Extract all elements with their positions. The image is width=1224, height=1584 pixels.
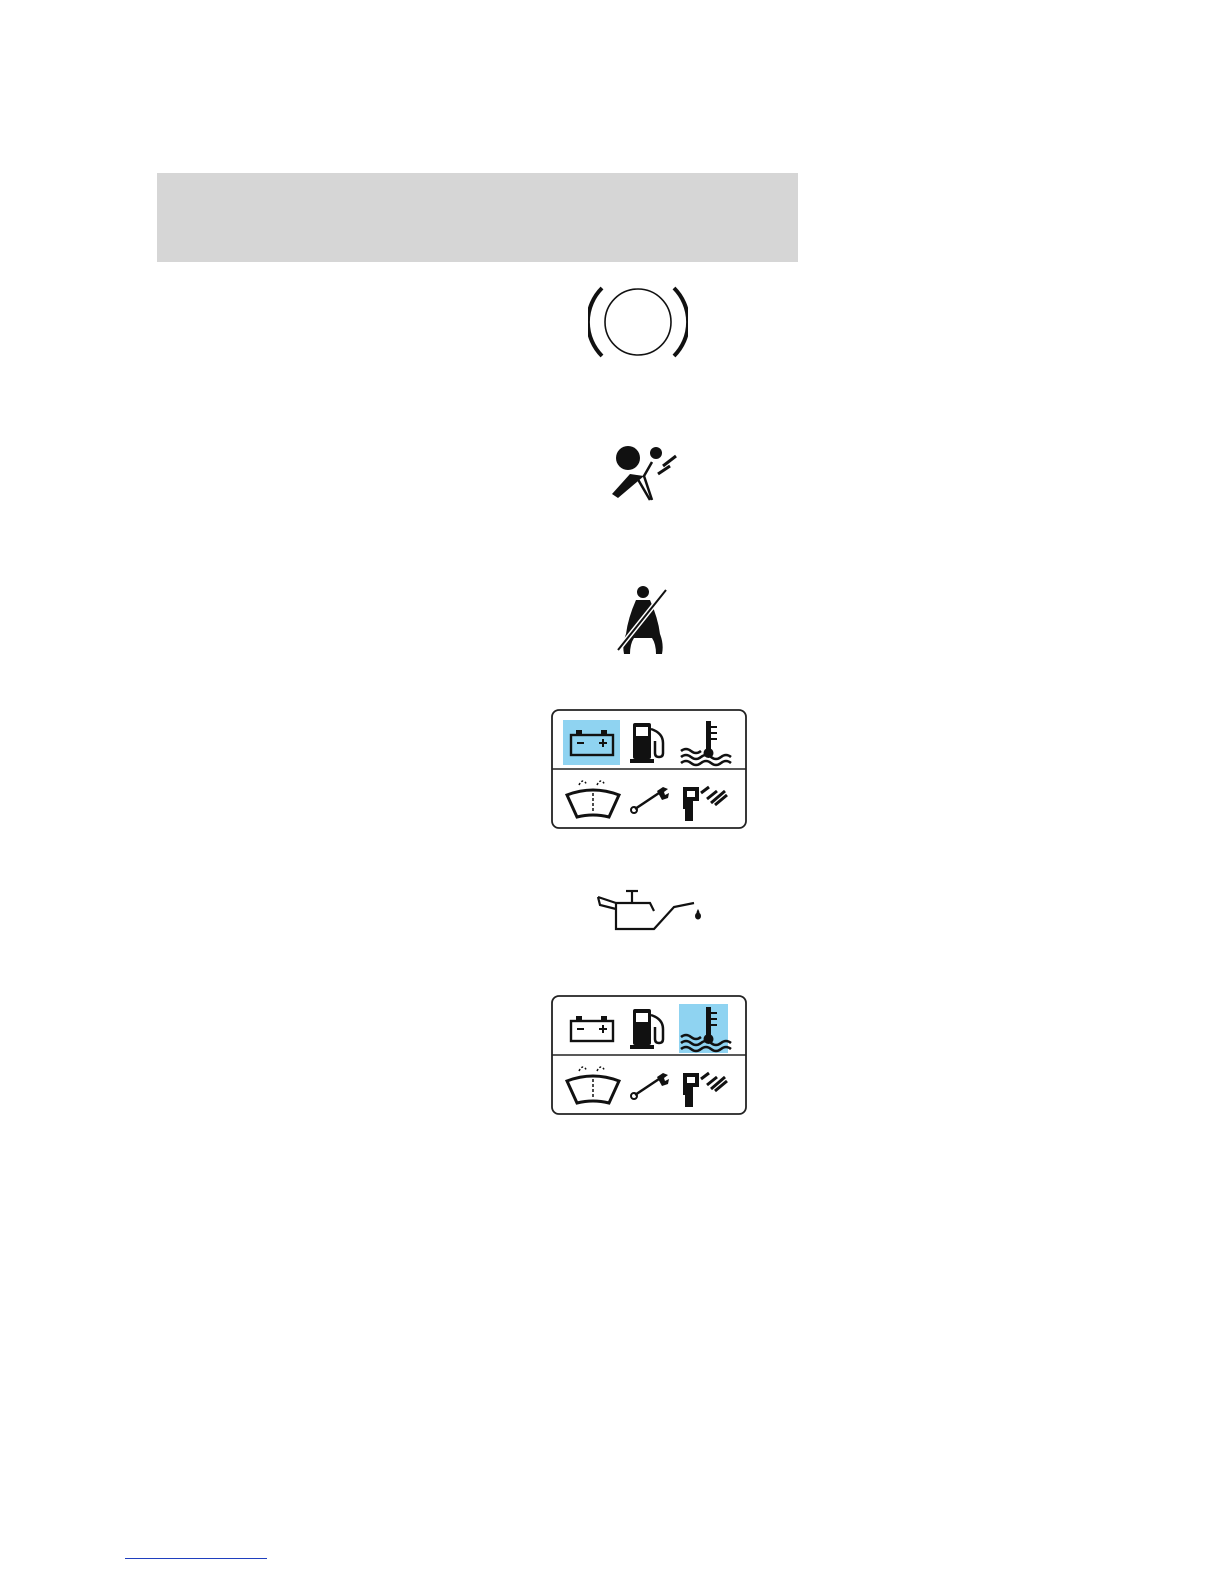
message-center-panel-battery (551, 709, 747, 829)
airbag-icon (608, 440, 680, 504)
seatbelt-icon (612, 584, 674, 660)
message-center-panel-coolant (551, 995, 747, 1115)
brake-warning-icon (588, 282, 688, 362)
header-band (157, 173, 798, 262)
oil-pressure-icon (594, 887, 706, 935)
footer-rule (125, 1558, 267, 1559)
